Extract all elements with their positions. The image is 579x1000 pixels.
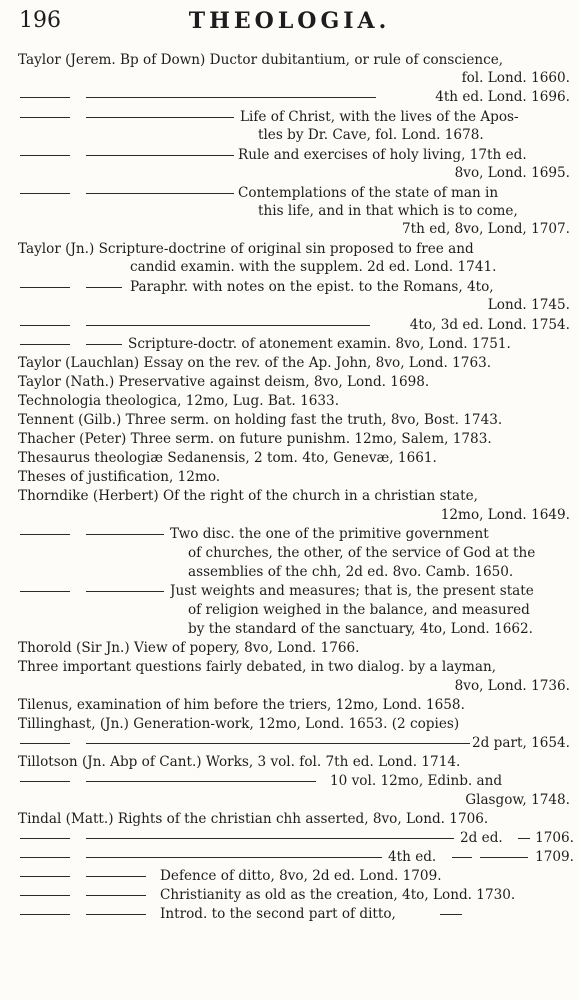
entry-line: this life, and in that which is to come, (258, 203, 518, 219)
ditto-dash (20, 325, 70, 326)
entry-line: Three important questions fairly debated, in two dialog. by a layman, (18, 659, 497, 675)
ditto-dash (86, 876, 146, 877)
ditto-dash (86, 344, 122, 345)
entry-line: Thorndike (Herbert) Of the right of the church in a christian state, (18, 488, 478, 504)
entry-line: 8vo, Lond. 1695. (454, 165, 570, 181)
entry-line: 2d ed. (460, 830, 503, 846)
entry-line: of religion weighed in the balance, and measured (188, 602, 530, 618)
page-header (0, 4, 579, 36)
entry-line: Taylor (Nath.) Preservative against deism, 8vo, Lond. 1698. (18, 374, 430, 390)
entry-line: 1706. (535, 830, 574, 846)
entry-line: Scripture-doctr. of atonement examin. 8vo, Lond. 1751. (128, 336, 511, 352)
entry-line: 4to, 3d ed. Lond. 1754. (409, 317, 570, 333)
entry-line: Christianity as old as the creation, 4to, Lond. 1730. (160, 887, 516, 903)
ditto-dash (20, 287, 70, 288)
ditto-dash (20, 155, 70, 156)
entry-line: 4th ed. (388, 849, 437, 865)
ditto-dash (86, 193, 234, 194)
entry-line: Rule and exercises of holy living, 17th ed. (238, 147, 527, 163)
ditto-dash (86, 155, 234, 156)
ditto-dash (20, 914, 70, 915)
ditto-dash (20, 895, 70, 896)
page-number: 196 (19, 8, 61, 33)
ditto-dash (86, 97, 376, 98)
entry-line: 8vo, Lond. 1736. (454, 678, 570, 694)
entry-line: Just weights and measures; that is, the present state (170, 583, 534, 599)
ditto-dash (20, 743, 70, 744)
entry-line: Thorold (Sir Jn.) View of popery, 8vo, Lond. 1766. (18, 640, 360, 656)
entry-line: Thesaurus theologiæ Sedanensis, 2 tom. 4to, Genevæ, 1661. (18, 450, 437, 466)
ditto-dash (20, 838, 70, 839)
entry-line: Tennent (Gilb.) Three serm. on holding fast the truth, 8vo, Bost. 1743. (18, 412, 503, 428)
entry-line: fol. Lond. 1660. (461, 70, 570, 86)
ditto-dash (86, 838, 454, 839)
entry-line: 4th ed. Lond. 1696. (435, 89, 570, 105)
entry-line: Life of Christ, with the lives of the Apos- (240, 109, 519, 125)
ditto-dash (86, 287, 122, 288)
ditto-dash (20, 781, 70, 782)
ditto-dash (86, 325, 370, 326)
entry-line: Defence of ditto, 8vo, 2d ed. Lond. 1709. (160, 868, 442, 884)
ditto-dash (20, 97, 70, 98)
ditto-dash (20, 534, 70, 535)
ditto-dash (20, 344, 70, 345)
ditto-dash (20, 876, 70, 877)
entry-line: Tillotson (Jn. Abp of Cant.) Works, 3 vol. fol. 7th ed. Lond. 1714. (18, 754, 461, 770)
entry-line: 1709. (535, 849, 574, 865)
entry-line: Paraphr. with notes on the epist. to the Romans, 4to, (130, 279, 494, 295)
entry-line: Two disc. the one of the primitive government (170, 526, 489, 542)
ditto-dash (86, 534, 164, 535)
ditto-dash (86, 117, 234, 118)
entry-line: 2d part, 1654. (472, 735, 570, 751)
entry-line: 7th ed, 8vo, Lond, 1707. (402, 221, 570, 237)
entry-line: Thacher (Peter) Three serm. on future punishm. 12mo, Salem, 1783. (18, 431, 492, 447)
entry-line: Taylor (Jerem. Bp of Down) Ductor dubitantium, or rule of conscience, (18, 52, 504, 68)
ditto-dash (480, 857, 528, 858)
entry-line: Taylor (Jn.) Scripture-doctrine of original sin proposed to free and (18, 241, 474, 257)
entry-line: Contemplations of the state of man in (238, 185, 499, 201)
entry-line: tles by Dr. Cave, fol. Lond. 1678. (258, 127, 484, 143)
entry-line: Lond. 1745. (487, 297, 570, 313)
ditto-dash (20, 857, 70, 858)
entry-line: Introd. to the second part of ditto, (160, 906, 396, 922)
ditto-dash (86, 781, 316, 782)
entry-line: candid examin. with the supplem. 2d ed. Lond. 1741. (130, 259, 497, 275)
page-title: THEOLOGIA. (188, 8, 391, 34)
ditto-dash (518, 838, 530, 839)
entry-line: of churches, the other, of the service of God at the (188, 545, 536, 561)
entry-line: 12mo, Lond. 1649. (440, 507, 570, 523)
ditto-dash (452, 857, 472, 858)
entry-line: Tillinghast, (Jn.) Generation-work, 12mo, Lond. 1653. (2 copies) (18, 716, 460, 732)
entry-line: Tilenus, examination of him before the triers, 12mo, Lond. 1658. (18, 697, 465, 713)
ditto-dash (20, 193, 70, 194)
ditto-dash (20, 591, 70, 592)
ditto-dash (20, 117, 70, 118)
ditto-dash (86, 591, 164, 592)
entry-line: Tindal (Matt.) Rights of the christian chh asserted, 8vo, Lond. 1706. (18, 811, 489, 827)
entry-line: Glasgow, 1748. (465, 792, 570, 808)
entry-line: 10 vol. 12mo, Edinb. and (330, 773, 503, 789)
entry-line: Taylor (Lauchlan) Essay on the rev. of the Ap. John, 8vo, Lond. 1763. (18, 355, 492, 371)
ditto-dash (86, 857, 382, 858)
entry-line: Technologia theologica, 12mo, Lug. Bat. 1633. (18, 393, 340, 409)
ditto-dash (86, 743, 470, 744)
entry-line: Theses of justification, 12mo. (18, 469, 221, 485)
ditto-dash (86, 895, 146, 896)
entry-line: assemblies of the chh, 2d ed. 8vo. Camb. 1650. (188, 564, 514, 580)
ditto-dash (86, 914, 146, 915)
entry-line: by the standard of the sanctuary, 4to, Lond. 1662. (188, 621, 533, 637)
ditto-dash (440, 914, 462, 915)
